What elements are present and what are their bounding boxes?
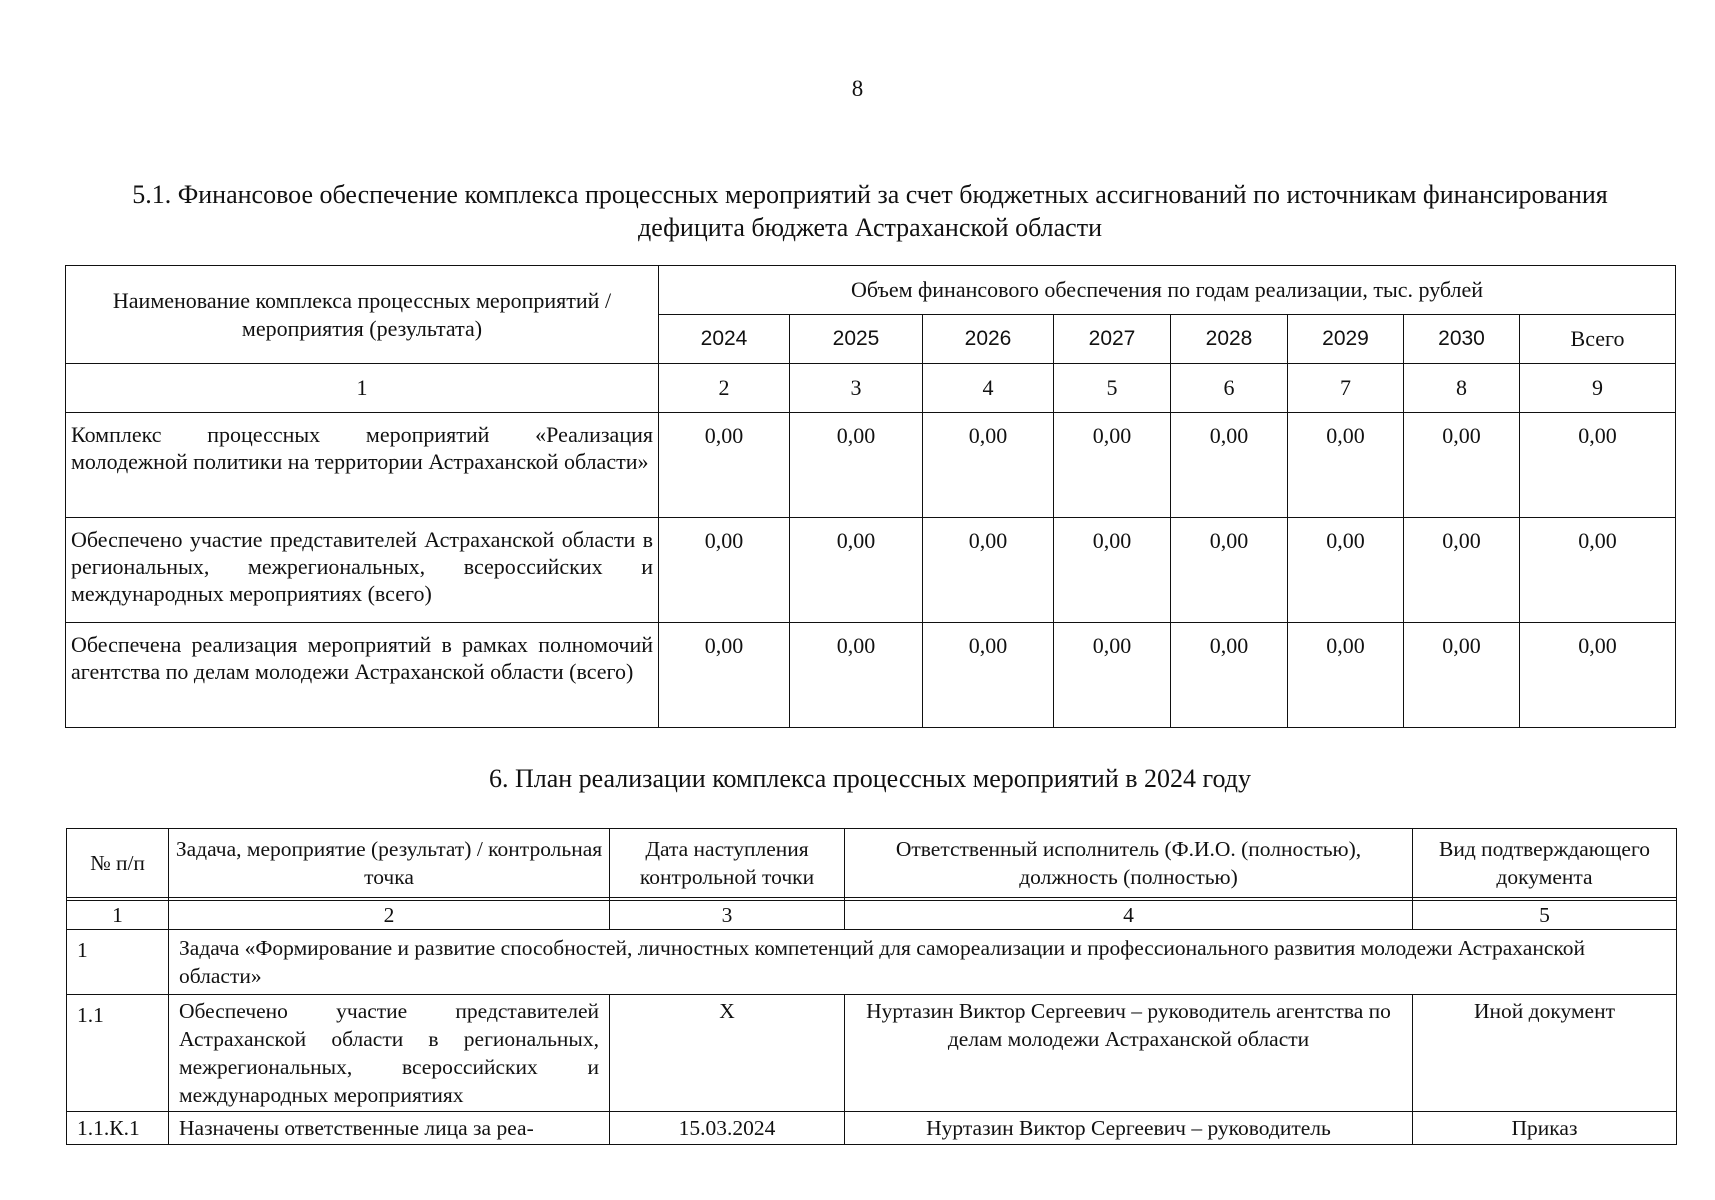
row-name: Обеспечена реализация мероприятий в рамках полномочий агентства по делам молодежи Астраханской области (всего): [66, 623, 659, 728]
year-header: 2027: [1054, 315, 1171, 364]
row-value: 0,00: [1288, 518, 1404, 623]
column-number: 1: [66, 364, 659, 413]
row-value: 0,00: [1520, 518, 1676, 623]
item-date: 15.03.2024: [610, 1112, 845, 1145]
item-responsible: Нуртазин Виктор Сергеевич – руководитель: [845, 1112, 1413, 1145]
column-number: 1: [67, 901, 169, 930]
row-value: 0,00: [1171, 623, 1288, 728]
column-number: 4: [923, 364, 1054, 413]
column-number: 8: [1404, 364, 1520, 413]
row-value: 0,00: [1404, 623, 1520, 728]
year-header: 2025: [790, 315, 923, 364]
row-value: 0,00: [1054, 623, 1171, 728]
row-value: 0,00: [790, 413, 923, 518]
row-value: 0,00: [1054, 413, 1171, 518]
item-document: Приказ: [1413, 1112, 1677, 1145]
row-value: 0,00: [923, 518, 1054, 623]
header-number: № п/п: [67, 829, 169, 898]
table-row: [66, 413, 1676, 518]
item-name: Обеспечено участие представителей Астраханской области в региональных, межрегиональных, всероссийских и международных мероприятиях: [169, 995, 610, 1112]
column-number: 3: [610, 901, 845, 930]
header-document: Вид подтверждающего документа: [1413, 829, 1677, 898]
year-header: 2030: [1404, 315, 1520, 364]
item-name: Назначены ответственные лица за реа-: [169, 1112, 610, 1145]
column-number: 3: [790, 364, 923, 413]
row-value: 0,00: [1520, 413, 1676, 518]
table-row: [67, 1112, 1677, 1145]
row-value: 0,00: [790, 623, 923, 728]
year-header: 2028: [1171, 315, 1288, 364]
column-number: 9: [1520, 364, 1676, 413]
column-number: 2: [169, 901, 610, 930]
row-name: Обеспечено участие представителей Астраханской области в региональных, межрегиональных, всероссийских и международных мероприятиях (всего): [66, 518, 659, 623]
column-number: 5: [1413, 901, 1677, 930]
item-number: 1.1: [67, 995, 169, 1112]
table-row: [66, 623, 1676, 728]
row-value: 0,00: [923, 413, 1054, 518]
row-value: 0,00: [659, 623, 790, 728]
column-number: 5: [1054, 364, 1171, 413]
header-name: Наименование комплекса процессных мероприятий / мероприятия (результата): [66, 266, 659, 364]
row-value: 0,00: [923, 623, 1054, 728]
task-text: Задача «Формирование и развитие способностей, личностных компетенций для самореализации и профессионального развития молодежи Астраханской области»: [169, 930, 1677, 995]
implementation-plan-table: [66, 828, 1677, 1145]
column-number: 7: [1288, 364, 1404, 413]
row-value: 0,00: [1171, 518, 1288, 623]
row-value: 0,00: [659, 413, 790, 518]
header-date: Дата наступления контрольной точки: [610, 829, 845, 898]
task-number: 1: [67, 930, 169, 995]
row-name: Комплекс процессных мероприятий «Реализация молодежной политики на территории Астраханской области»: [66, 413, 659, 518]
table-row: [67, 995, 1677, 1112]
row-value: 0,00: [1520, 623, 1676, 728]
header-responsible: Ответственный исполнитель (Ф.И.О. (полностью), должность (полностью): [845, 829, 1413, 898]
item-document: Иной документ: [1413, 995, 1677, 1112]
page-number: 8: [851, 76, 864, 101]
financing-table: [65, 265, 1676, 728]
section-5-1-title: 5.1. Финансовое обеспечение комплекса процессных мероприятий за счет бюджетных ассигнований по источникам финансирования дефицита бюджета Астраханской области: [132, 180, 1608, 242]
table-row: [66, 518, 1676, 623]
row-value: 0,00: [1404, 413, 1520, 518]
item-date: X: [610, 995, 845, 1112]
item-number: 1.1.К.1: [67, 1112, 169, 1145]
year-header: 2026: [923, 315, 1054, 364]
column-number: 4: [845, 901, 1413, 930]
column-number: 2: [659, 364, 790, 413]
row-value: 0,00: [790, 518, 923, 623]
row-value: 0,00: [1288, 413, 1404, 518]
row-value: 0,00: [1288, 623, 1404, 728]
header-volume: Объем финансового обеспечения по годам реализации, тыс. рублей: [659, 266, 1676, 315]
section-6-title: 6. План реализации комплекса процессных мероприятий в 2024 году: [488, 764, 1252, 793]
row-value: 0,00: [1171, 413, 1288, 518]
header-task: Задача, мероприятие (результат) / контрольная точка: [169, 829, 610, 898]
row-value: 0,00: [1054, 518, 1171, 623]
year-header: 2029: [1288, 315, 1404, 364]
row-value: 0,00: [659, 518, 790, 623]
task-row: [67, 930, 1677, 995]
item-responsible: Нуртазин Виктор Сергеевич – руководитель агентства по делам молодежи Астраханской области: [845, 995, 1413, 1112]
year-header: 2024: [659, 315, 790, 364]
column-number: 6: [1171, 364, 1288, 413]
row-value: 0,00: [1404, 518, 1520, 623]
total-header: Всего: [1520, 315, 1676, 364]
